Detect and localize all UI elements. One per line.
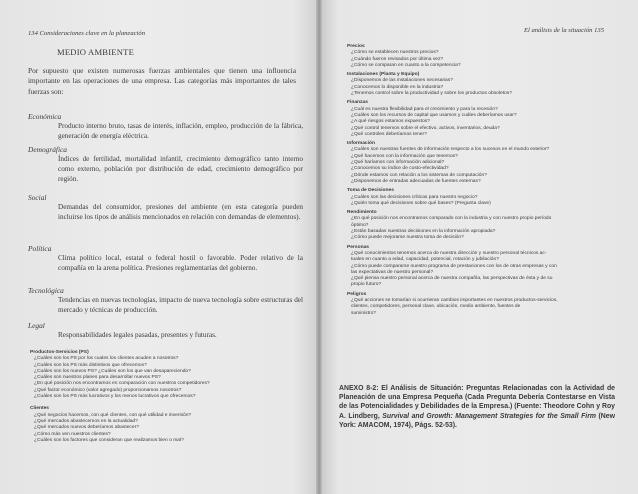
checklist-item: ¿Cómo puede compararse nuestro programa de prestaciones con los de otras empresas y con bbox=[351, 263, 557, 269]
factor-politica bbox=[28, 244, 303, 274]
book-gutter bbox=[316, 0, 322, 494]
factor-body: Producto interno bruto, tasas de interés, inflación, empleo, producción de la fábrica, generación de energía eléctrica. bbox=[58, 122, 303, 140]
checklist-item: ¿Qué negocios hacemos, con qué clientes, con qué utilidad e inversión? bbox=[34, 412, 192, 418]
checklist-heading: Personas bbox=[347, 244, 370, 250]
checklist-right bbox=[347, 44, 558, 317]
factor-title: Social bbox=[28, 193, 47, 202]
checklist-item: ¿Conocemos lo disponible en la industria? bbox=[351, 84, 444, 90]
factor-tecnologica bbox=[28, 286, 303, 316]
factor-social bbox=[28, 193, 303, 223]
checklist-item: ¿Qué hacemos con la información que tenemos? bbox=[351, 153, 458, 159]
checklist-item: ¿Cuáles son nuestros planes para desarrollar nuevos PS? bbox=[34, 375, 161, 381]
checklist-item: las expectativas de nuestro personal? bbox=[351, 269, 434, 275]
checklist-item: ¿Qué controles deberíamos tener? bbox=[351, 131, 427, 137]
checklist-item: ¿Qué haríamos con información adicional? bbox=[351, 160, 445, 166]
checklist-item: óptimo? bbox=[351, 222, 369, 228]
running-head-left: 134 Consideraciones clave en la planeación bbox=[28, 30, 146, 37]
checklist-heading: Toma de Decisiones bbox=[347, 188, 394, 194]
checklist-heading: Precios bbox=[347, 44, 365, 49]
checklist-item: ¿A qué riesgos estamos expuestos? bbox=[351, 119, 430, 125]
checklist-item: tuales en cuanto a edad, capacidad, potencial, rotación y jubilación? bbox=[351, 257, 499, 263]
factor-body: Tendencias en nuevas tecnologías, impacto de nueva tecnología sobre estructuras del mercado y técnicas de producción. bbox=[58, 296, 303, 314]
checklist-item: ¿Tenemos control sobre la productividad y sobre los productos obsoletos? bbox=[351, 91, 512, 97]
right-page bbox=[319, 0, 638, 494]
checklist-item: ¿Están basadas nuestras decisiones en la información apropiada? bbox=[351, 229, 496, 235]
checklist-item: ¿Disponemos de las instalaciones necesarias? bbox=[351, 78, 453, 84]
checklist-item: ¿Qué mercados nuevos deberíamos abastecer? bbox=[34, 425, 139, 431]
checklist-item: ¿Quién toma qué decisiones sobre qué bases? (Pregunta clave) bbox=[351, 200, 491, 206]
factor-body: Clima político local, estatal o federal hostil o favorable. Poder relativo de la compañía en la arena política. Presiones reglamentarias del gobierno. bbox=[58, 254, 303, 272]
checklist-item: ¿Cuándo fueron revisados por última vez? bbox=[351, 56, 444, 62]
checklist-item: ¿Disponemos de entradas adecuadas de fuentes externas? bbox=[351, 178, 481, 184]
checklist-item: ¿Cuáles son los PS más distintivos que ofrecemos? bbox=[34, 362, 147, 368]
checklist-item: ¿Cómo más ven nuestros clientes? bbox=[34, 431, 111, 437]
checklist-item: ¿Qué acciones se tomarían si ocurrieran cambios importantes en nuestros productos-servicios, bbox=[351, 297, 558, 303]
factor-legal bbox=[28, 321, 303, 341]
checklist-item: ¿Qué piensa nuestro personal acerca de nuestra compañía, las perspectivas de ésta y de su bbox=[351, 276, 553, 282]
caption-bold: ANEXO 8-2: El Análisis de Situación: Preguntas Relacionadas con la Actividad de Planeación de una Empresa Pequeña (Cada Pregunta Debería Contestarse en Vista de las Potencialidades y Debilidades de la Empresa.) (Fuente: Theodore Cohn y Roy A. Lindberg, bbox=[339, 385, 615, 420]
checklist-heading: Información bbox=[347, 141, 375, 147]
checklist-item: ¿Qué mercados abastecemos en la actualidad? bbox=[34, 418, 138, 424]
checklist-item: ¿Qué factor económico (valor agregado) proporcionamos nosotros? bbox=[34, 387, 182, 393]
factor-demografica bbox=[28, 145, 303, 184]
checklist-item: ¿Cuáles son nuestras fuentes de información respecto a los sucesos en el mundo exterior? bbox=[351, 147, 550, 153]
checklist-item: ¿Qué control tenemos sobre el efectivo, activos, inventarios, deuda? bbox=[351, 125, 500, 131]
caption-tail: (New York: AMACOM, 1974), Págs. 52-53). bbox=[339, 412, 615, 429]
caption-book-title: Survival and Growth: Management Strategies for the Small Firm bbox=[382, 412, 597, 420]
factor-title: Económica bbox=[28, 112, 62, 121]
checklist-item: ¿En qué posición nos encontramos comparado con la industria y con nuestro propio período bbox=[351, 216, 552, 222]
checklist-item: ¿En qué posición nos encontramos en comparación con nuestros competidores? bbox=[34, 381, 210, 387]
checklist-item: clientes, competidores, personal clave, ubicación, medio ambiente, fuentes de bbox=[351, 304, 521, 310]
exhibit-caption bbox=[339, 384, 615, 430]
checklist-item: ¿Dónde estamos con relación a los sistemas de computación? bbox=[351, 172, 487, 178]
checklist-item: suministro? bbox=[351, 310, 377, 316]
factor-title: Tecnológica bbox=[28, 286, 64, 295]
factor-economica bbox=[28, 112, 303, 142]
checklist-item: ¿Cómo se establecen nuestros precios? bbox=[351, 50, 439, 56]
factor-body: Índices de fertilidad, mortalidad infantil, crecimiento demográfico tanto interno como externo, población por distribución de edad, crecimiento demográfico por región. bbox=[58, 155, 303, 183]
checklist-item: ¿Cuáles son los PS por los cuales los clientes acuden a nosotros? bbox=[34, 356, 179, 362]
checklist-item: ¿Qué conocimientos tenemos acerca de nuestra dirección y nuestro personal técnicos ac- bbox=[351, 250, 547, 256]
checklist-item: propio futuro? bbox=[351, 282, 382, 288]
checklist-heading: Peligros bbox=[347, 291, 367, 297]
checklist-item: ¿Cuáles son las decisiones críticas para nuestro negocio? bbox=[351, 194, 478, 200]
factor-title: Legal bbox=[28, 321, 45, 330]
checklist-heading: Finanzas bbox=[347, 100, 368, 106]
factor-title: Demográfica bbox=[28, 145, 67, 154]
running-head-right: El análisis de la situación 135 bbox=[523, 27, 604, 34]
intro-paragraph: Por supuesto que existen numerosas fuerzas ambientales que tienen una influencia importante en las operaciones de una empresa. Las categorías más importantes de tales fuerzas son: bbox=[28, 66, 296, 96]
checklist-item: ¿Cómo se comparan en cuanto a la competencia? bbox=[351, 62, 461, 68]
checklist-left bbox=[30, 350, 210, 444]
checklist-item: ¿Conocemos su índice de costo-efectividad? bbox=[351, 166, 449, 172]
checklist-item: ¿Cuáles son los recursos de capital que usamos y cuáles deberíamos usar? bbox=[351, 112, 517, 118]
checklist-heading: Rendimiento bbox=[347, 210, 377, 216]
checklist-item: ¿Cuáles son los PS más lucrativos y los menos lucrativos que ofrecemos? bbox=[34, 394, 196, 400]
checklist-heading: Clientes bbox=[30, 406, 50, 412]
factor-title: Política bbox=[28, 244, 52, 253]
checklist-item: ¿Cuál es nuestra flexibilidad para el crecimiento y para la recesión? bbox=[351, 106, 498, 112]
checklist-item: ¿Cuáles son los factores que consideran que realizamos bien o mal? bbox=[34, 437, 184, 443]
factor-body: Demandas del consumidor, presiones del ambiente (en esta categoría pueden incluirse los tipos de análisis mencionados en relación con demandas de elementos). bbox=[58, 203, 303, 221]
checklist-heading: Productos-Servicios (PS) bbox=[30, 350, 89, 355]
factor-body: Responsabilidades legales pasadas, presentes y futuras. bbox=[58, 331, 217, 339]
checklist-heading: Instalaciones (Planta y Equipo) bbox=[347, 72, 420, 78]
section-title: MEDIO AMBIENTE bbox=[57, 47, 135, 57]
checklist-item: ¿Cuáles son los nuevos PS? ¿Cuáles son los que van desapareciendo? bbox=[34, 368, 191, 374]
checklist-item: ¿Cómo puede mejorarse nuestra toma de decisión? bbox=[351, 235, 464, 241]
